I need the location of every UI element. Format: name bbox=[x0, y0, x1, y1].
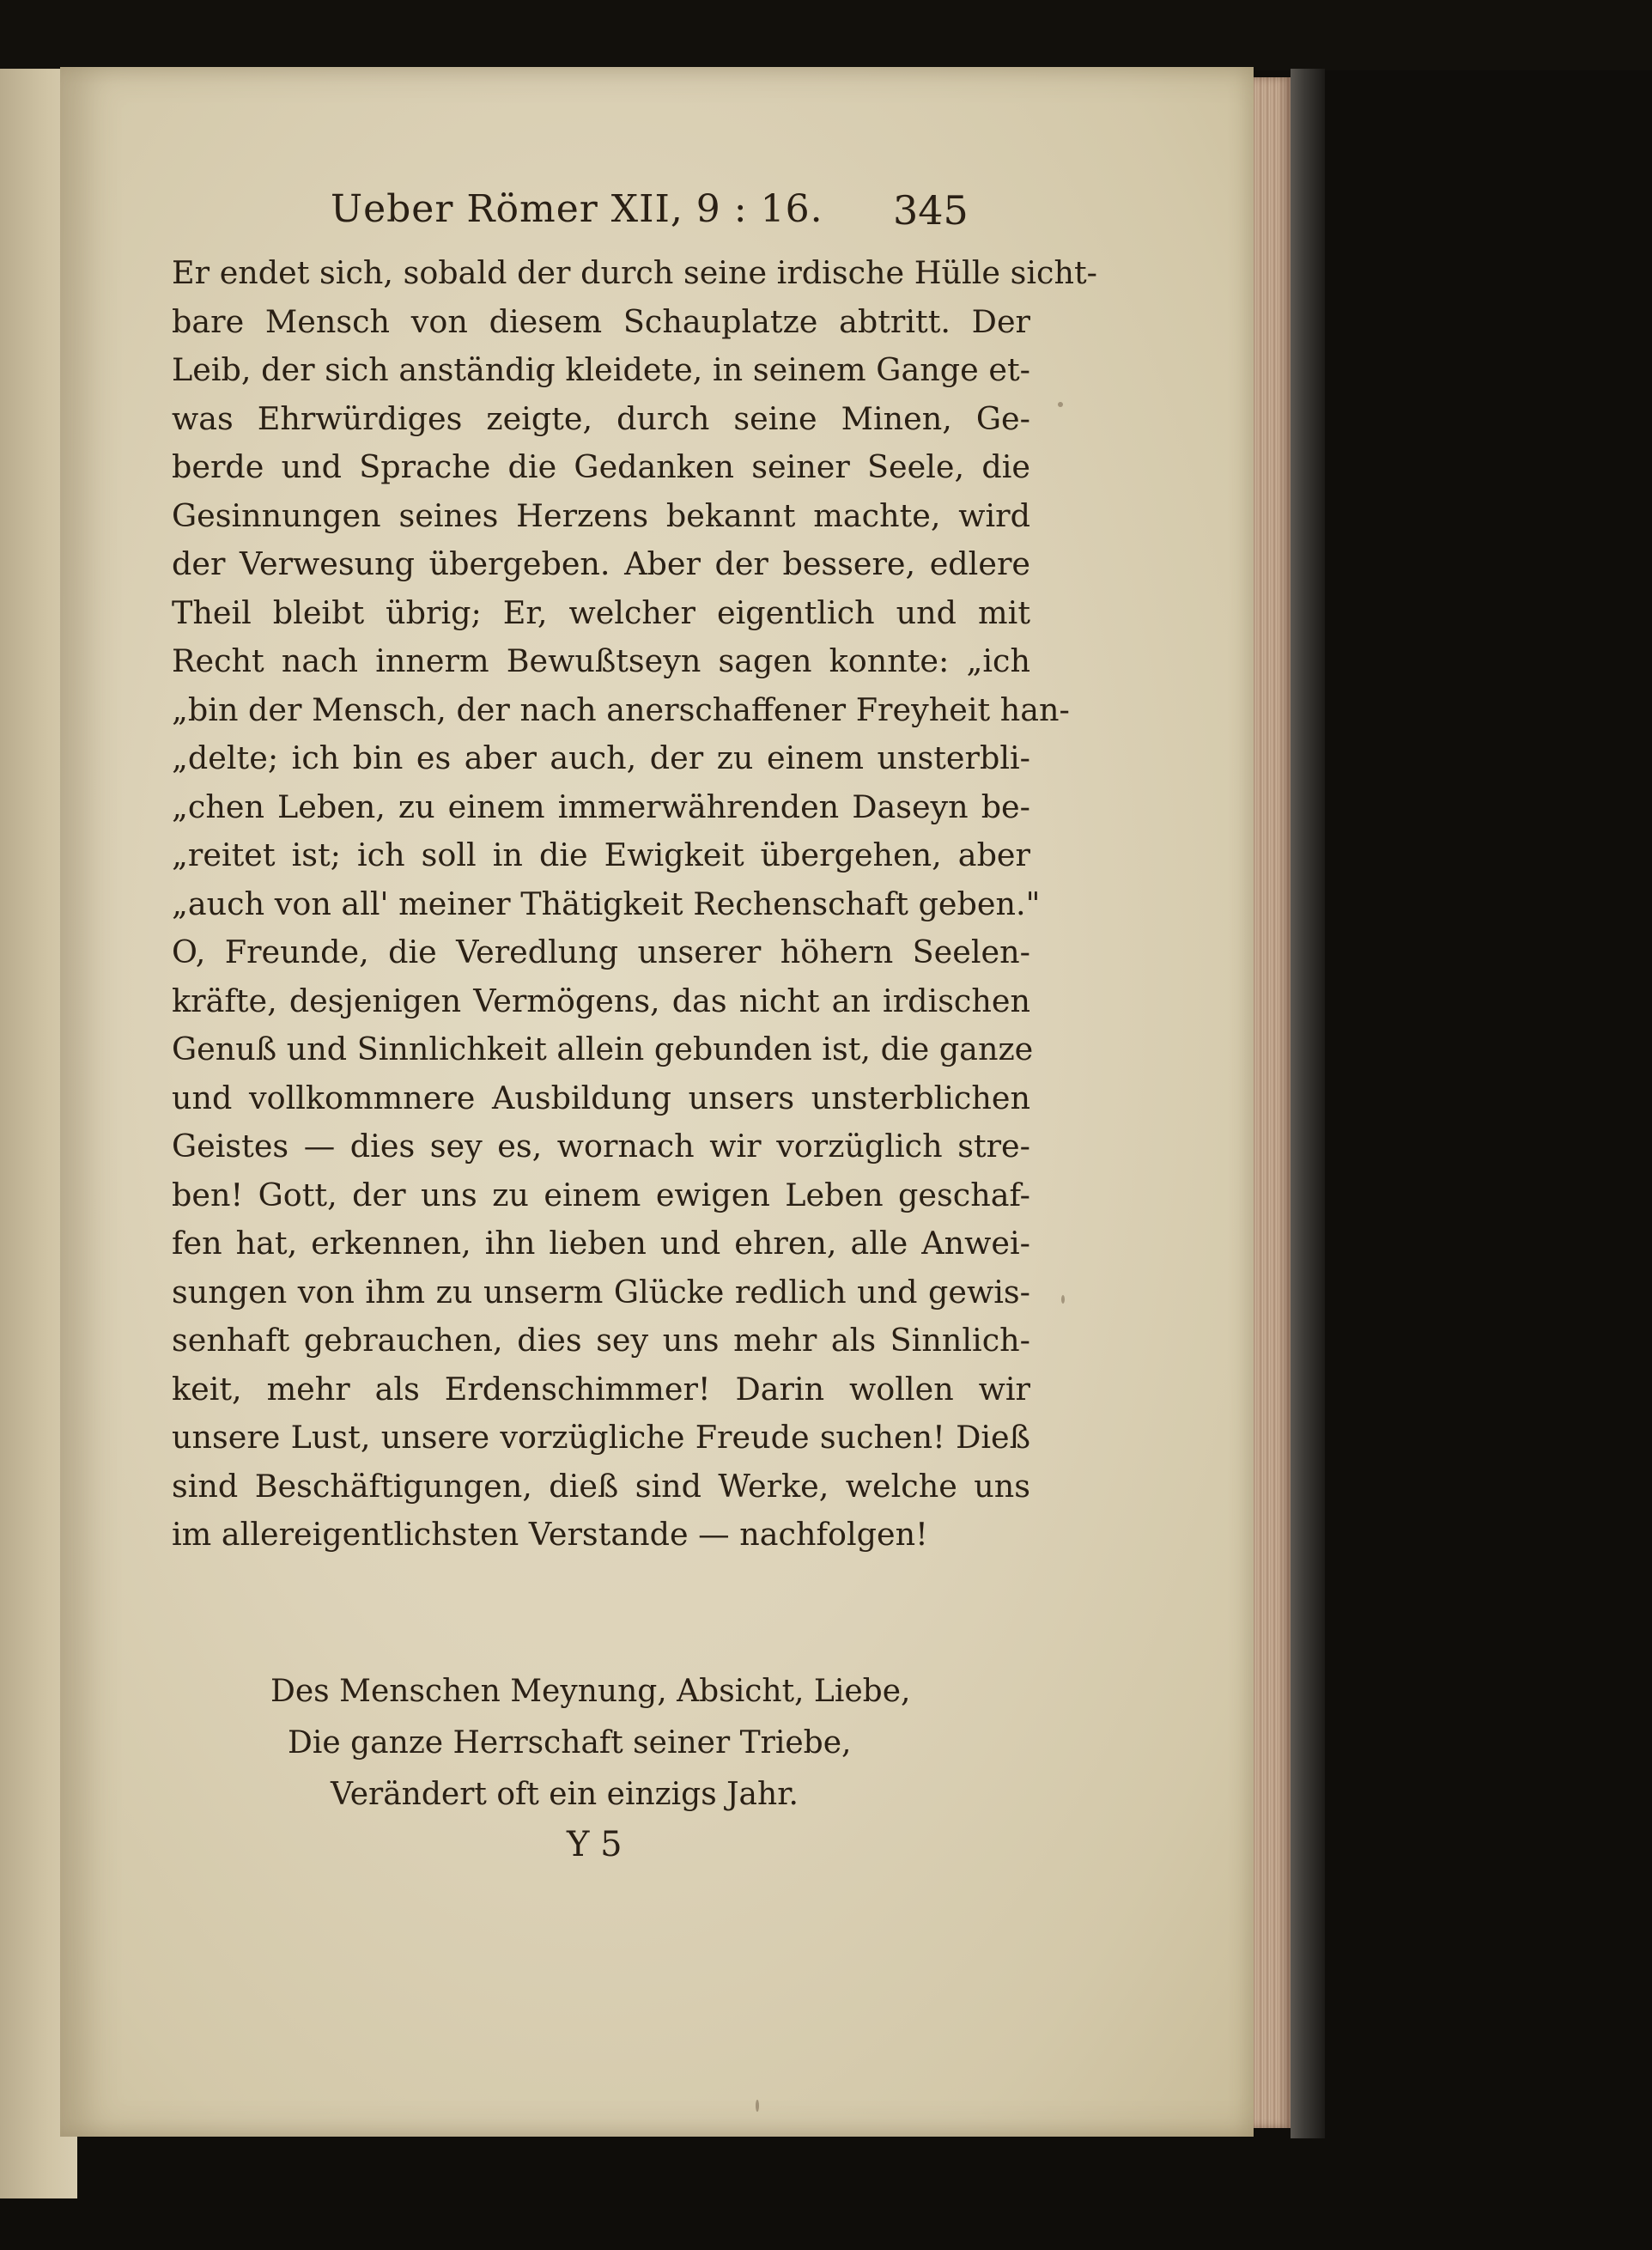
body-line: fen hat, erkennen, ihn lieben und ehren, alle Anwei- bbox=[172, 1225, 1030, 1262]
body-line: kräfte, desjenigen Vermögens, das nicht an irdischen bbox=[172, 982, 1030, 1019]
body-line: Genuß und Sinnlichkeit allein gebunden ist, die ganze bbox=[172, 1031, 1034, 1067]
body-line: sungen von ihm zu unserm Glücke redlich und gewis- bbox=[172, 1273, 1030, 1310]
book-cover-edge bbox=[1291, 69, 1325, 2138]
verse-block bbox=[270, 1666, 911, 1821]
body-line: was Ehrwürdiges zeigte, durch seine Minen, Ge- bbox=[172, 399, 1030, 437]
signature-mark: Y 5 bbox=[567, 1825, 623, 1864]
body-line: der Verwesung übergeben. Aber der bessere, edlere bbox=[172, 545, 1030, 582]
body-line: Geistes — dies sey es, wornach wir vorzüglich stre- bbox=[172, 1128, 1030, 1165]
body-line: „chen Leben, zu einem immerwährenden Daseyn be- bbox=[172, 788, 1030, 825]
paper-speck bbox=[756, 2100, 759, 2112]
verse-line: Die ganze Herrschaft seiner Triebe, bbox=[288, 1725, 852, 1760]
verse-line: Des Menschen Meynung, Absicht, Liebe, bbox=[270, 1674, 911, 1709]
running-title: Ueber Römer XII, 9 : 16. bbox=[331, 187, 823, 231]
book-gutter-shadow bbox=[0, 0, 1652, 70]
page-number: 345 bbox=[893, 187, 969, 234]
body-line: unsere Lust, unsere vorzügliche Freude suchen! Dieß bbox=[172, 1419, 1030, 1456]
body-line: senhaft gebrauchen, dies sey uns mehr als Sinnlich- bbox=[172, 1322, 1030, 1359]
body-line: berde und Sprache die Gedanken seiner Seele, die bbox=[172, 448, 1030, 485]
body-line: Leib, der sich anständig kleidete, in seinem Gange et- bbox=[172, 351, 1030, 388]
body-line: Recht nach innerm Bewußtseyn sagen konnte: „ich bbox=[172, 642, 1030, 679]
body-line: Theil bleibt übrig; Er, welcher eigentlich und mit bbox=[172, 593, 1030, 631]
body-line: „delte; ich bin es aber auch, der zu einem unsterbli- bbox=[172, 739, 1030, 776]
paper-speck bbox=[1058, 402, 1063, 407]
body-line: O, Freunde, die Veredlung unserer höhern Seelen- bbox=[172, 933, 1030, 970]
body-line: Er endet sich, sobald der durch seine irdische Hülle sicht- bbox=[172, 254, 1097, 291]
body-line: im allereigentlichsten Verstande — nachfolgen! bbox=[172, 1516, 928, 1553]
body-line: sind Beschäftigungen, dieß sind Werke, welche uns bbox=[172, 1467, 1030, 1505]
body-line: bare Mensch von diesem Schauplatze abtritt. Der bbox=[172, 302, 1030, 340]
body-line: „bin der Mensch, der nach anerschaffener Freyheit han- bbox=[172, 690, 1070, 728]
verse-line: Verändert oft ein einzigs Jahr. bbox=[331, 1777, 799, 1812]
body-line: Gesinnungen seines Herzens bekannt machte, wird bbox=[172, 496, 1030, 534]
body-line: und vollkommnere Ausbildung unsers unsterblichen bbox=[172, 1079, 1030, 1116]
body-text bbox=[172, 249, 1097, 1560]
paper-speck bbox=[1061, 1295, 1065, 1304]
body-line: ben! Gott, der uns zu einem ewigen Leben geschaf- bbox=[172, 1176, 1030, 1213]
body-line: „auch von all' meiner Thätigkeit Rechenschaft geben." bbox=[172, 885, 1041, 922]
page-fore-edge bbox=[1249, 77, 1291, 2128]
body-line: „reitet ist; ich soll in die Ewigkeit übergehen, aber bbox=[172, 836, 1030, 873]
body-line: keit, mehr als Erdenschimmer! Darin wollen wir bbox=[172, 1370, 1030, 1408]
